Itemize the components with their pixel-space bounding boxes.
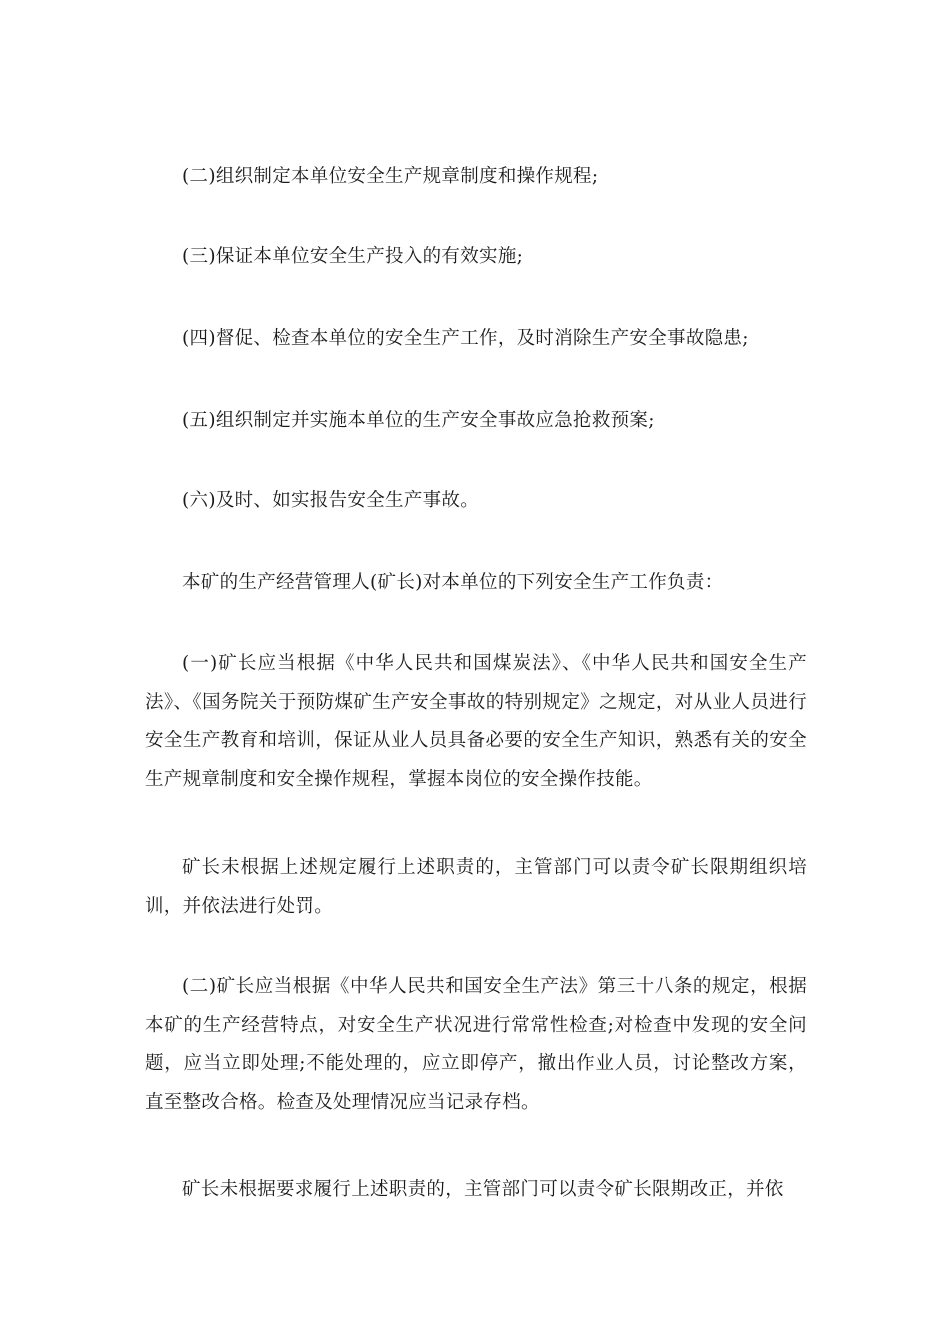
paragraph-item-3: (三)保证本单位安全生产投入的有效实施;	[182, 246, 524, 267]
paragraph-item-2: (二)组织制定本单位安全生产规章制度和操作规程;	[182, 166, 599, 187]
paragraph-item-4: (四)督促、检查本单位的安全生产工作，及时消除生产安全事故隐患;	[182, 328, 749, 349]
paragraph-penalty-2: 矿长未根据要求履行上述职责的，主管部门可以责令矿长限期改正，并依	[182, 1179, 784, 1200]
paragraph-clause-1: (一)矿长应当根据《中华人民共和国煤炭法》、《中华人民共和国安全生产法》、《国务院关于预防煤矿生产安全事故的特别规定》之规定，对从业人员进行安全生产教育和培训，保证从业人员具备必要的安全生产知识，熟悉有关的安全生产规章制度和安全操作规程，掌握本岗位的安全操作技能。	[145, 653, 807, 790]
paragraph-mine-manager-intro: 本矿的生产经营管理人(矿长)对本单位的下列安全生产工作负责：	[182, 572, 724, 593]
paragraph-item-5: (五)组织制定并实施本单位的生产安全事故应急抢救预案;	[182, 410, 655, 431]
paragraph-clause-2: (二)矿长应当根据《中华人民共和国安全生产法》第三十八条的规定，根据本矿的生产经营特点，对安全生产状况进行常常性检查;对检查中发现的安全问题，应当立即处理;不能处理的，应立即停产，撤出作业人员，讨论整改方案，直至整改合格。检查及处理情况应当记录存档。	[145, 976, 807, 1113]
paragraph-item-6: (六)及时、如实报告安全生产事故。	[182, 490, 480, 511]
paragraph-penalty-1: 矿长未根据上述规定履行上述职责的，主管部门可以责令矿长限期组织培训，并依法进行处罚。	[145, 857, 807, 917]
